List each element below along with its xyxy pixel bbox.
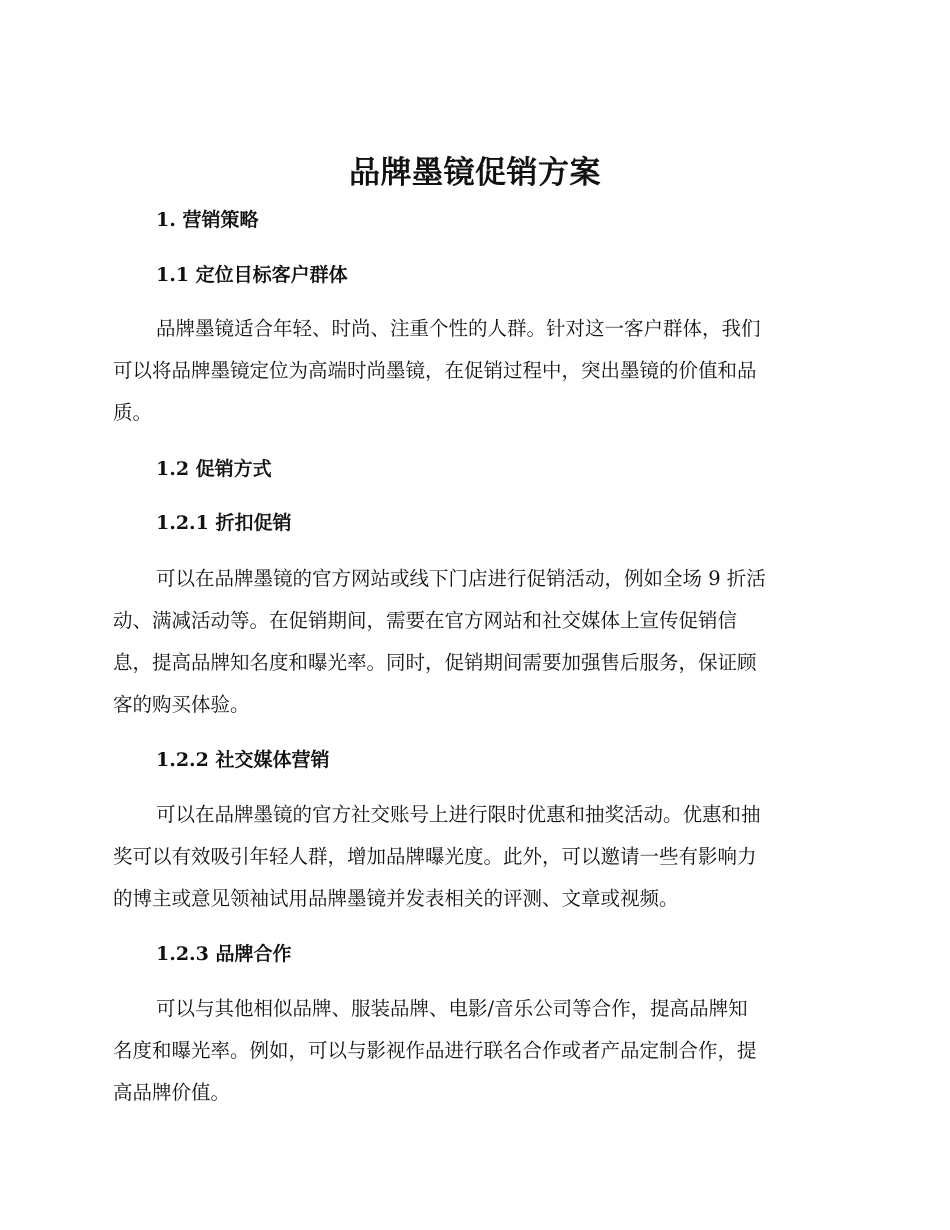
paragraph-line: 质。 [113, 401, 153, 424]
paragraph-discount-promotion [113, 558, 828, 726]
paragraph-target-customers [113, 308, 828, 434]
section-heading-social-media: 1.2.2 社交媒体营销 [156, 749, 330, 771]
paragraph-line: 名度和曝光率。例如，可以与影视作品进行联名合作或者产品定制合作，提 [113, 1039, 757, 1062]
section-heading-target-customers: 1.1 定位目标客户群体 [156, 264, 348, 286]
paragraph-line: 可以在品牌墨镜的官方网站或线下门店进行促销活动，例如全场 9 折活 [156, 567, 766, 590]
paragraph-line: 的博主或意见领袖试用品牌墨镜并发表相关的评测、文章或视频。 [113, 887, 679, 910]
paragraph-line: 可以将品牌墨镜定位为高端时尚墨镜，在促销过程中，突出墨镜的价值和品 [113, 359, 757, 382]
paragraph-line: 可以在品牌墨镜的官方社交账号上进行限时优惠和抽奖活动。优惠和抽 [156, 803, 761, 826]
paragraph-brand-cooperation [113, 988, 828, 1114]
section-heading-marketing-strategy: 1. 营销策略 [156, 209, 259, 231]
document-title: 品牌墨镜促销方案 [349, 155, 601, 191]
paragraph-social-media [113, 794, 828, 920]
section-heading-brand-cooperation: 1.2.3 品牌合作 [156, 943, 292, 965]
paragraph-line: 动、满减活动等。在促销期间，需要在官方网站和社交媒体上宣传促销信 [113, 609, 738, 632]
paragraph-line: 高品牌价值。 [113, 1081, 231, 1104]
section-heading-discount-promotion: 1.2.1 折扣促销 [156, 512, 292, 534]
paragraph-line: 奖可以有效吸引年轻人群，增加品牌曝光度。此外，可以邀请一些有影响力 [113, 845, 757, 868]
paragraph-line: 可以与其他相似品牌、服装品牌、电影/音乐公司等合作，提高品牌知 [156, 997, 748, 1020]
paragraph-line: 品牌墨镜适合年轻、时尚、注重个性的人群。针对这一客户群体，我们 [156, 317, 761, 340]
paragraph-line: 息，提高品牌知名度和曝光率。同时，促销期间需要加强售后服务，保证顾 [113, 651, 757, 674]
paragraph-line: 客的购买体验。 [113, 693, 250, 716]
section-heading-promotion-methods: 1.2 促销方式 [156, 458, 272, 480]
